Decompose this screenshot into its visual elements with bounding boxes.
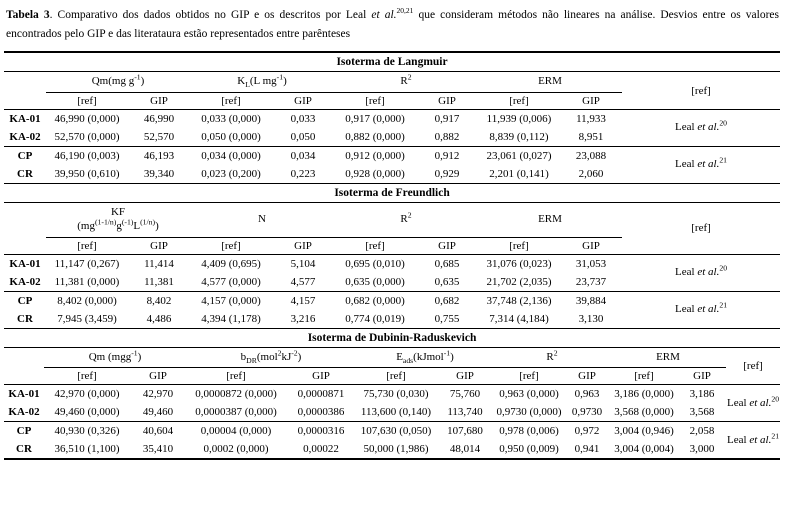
value-cell: 11,381 <box>128 273 190 292</box>
header-spacer <box>4 237 46 254</box>
subheader-ref: [ref] <box>186 368 286 385</box>
value-cell: 0,912 <box>434 150 460 162</box>
value-cell: 3,568 <box>678 403 726 422</box>
value-cell: 0,9730 (0,000) <box>494 403 564 422</box>
subheader-ref: [ref] <box>334 237 416 254</box>
section-table-2 <box>4 329 780 461</box>
subheader-gip: GIP <box>560 237 622 254</box>
value-cell: 0,928 (0,000) <box>334 165 416 184</box>
subheader-ref: [ref] <box>478 93 560 110</box>
group-header: ERM <box>478 72 622 93</box>
row-label: KA-01 <box>9 113 41 125</box>
value-cell: 0,0000316 <box>297 425 345 438</box>
row-label: KA-02 <box>4 128 46 147</box>
subheader-ref: [ref] <box>190 237 272 254</box>
value-cell: 46,190 (0,003) <box>54 150 120 162</box>
subheader-gip: GIP <box>272 93 334 110</box>
value-cell: 0,034 <box>290 150 316 162</box>
value-cell: 23,737 <box>560 273 622 292</box>
value-cell: 0,050 <box>272 128 334 147</box>
group-header: N <box>190 203 334 238</box>
citation-cell: Leal et al.$^{21}$ <box>622 291 780 328</box>
subheader-ref: [ref] <box>46 93 128 110</box>
value-cell: 52,570 (0,000) <box>46 128 128 147</box>
value-cell: 4,486 <box>128 310 190 329</box>
section-table-0 <box>4 51 780 184</box>
subheader-gip: GIP <box>128 93 190 110</box>
value-cell: 0,950 (0,009) <box>494 440 564 459</box>
section-title: Isoterma de Freundlich <box>4 184 780 203</box>
value-cell: 113,740 <box>436 403 494 422</box>
subheader-gip: GIP <box>128 237 190 254</box>
value-cell: 0,695 (0,010) <box>345 257 405 270</box>
subheader-gip: GIP <box>436 368 494 385</box>
value-cell: 0,972 <box>574 425 600 438</box>
value-cell: 7,314 (4,184) <box>478 310 560 329</box>
citation-cell: Leal et al.$^{21}$ <box>726 422 780 460</box>
row-label: CP <box>17 150 33 162</box>
value-cell: 3,216 <box>272 310 334 329</box>
ref-column-header: [ref] <box>622 203 780 255</box>
group-header: Qm (mgg$^{-1}$) <box>44 347 186 368</box>
value-cell: 0,635 (0,000) <box>334 273 416 292</box>
value-cell: 11,147 (0,267) <box>54 257 120 270</box>
value-cell: 11,939 (0,006) <box>486 113 552 125</box>
value-cell: 0,917 <box>434 113 460 125</box>
value-cell: 3,186 (0,000) <box>614 388 674 401</box>
subheader-gip: GIP <box>272 237 334 254</box>
value-cell: 75,760 <box>449 388 481 401</box>
value-cell: 46,990 <box>143 113 175 125</box>
value-cell: 113,600 (0,140) <box>356 403 436 422</box>
value-cell: 37,748 (2,136) <box>486 294 552 307</box>
value-cell: 107,680 <box>447 425 483 438</box>
value-cell: 75,730 (0,030) <box>363 388 429 401</box>
value-cell: 107,630 (0,050) <box>360 425 432 438</box>
caption-label: Tabela 3 <box>6 9 50 21</box>
value-cell: 0,912 (0,000) <box>345 150 405 162</box>
table-caption <box>6 6 779 43</box>
value-cell: 35,410 <box>130 440 186 459</box>
value-cell: 7,945 (3,459) <box>46 310 128 329</box>
caption-text-1: . Comparativo dos dados obtidos no GIP e os descritos por Leal <box>49 9 372 21</box>
value-cell: 0,0000386 <box>286 403 356 422</box>
ref-column-header: [ref] <box>726 347 780 385</box>
subheader-gip: GIP <box>678 368 726 385</box>
row-label: CR <box>4 165 46 184</box>
value-cell: 2,058 <box>689 425 715 438</box>
value-cell: 0,685 <box>434 257 460 270</box>
row-label: KA-02 <box>4 403 44 422</box>
comparison-table <box>4 51 781 460</box>
value-cell: 4,157 <box>290 294 316 307</box>
value-cell: 8,402 (0,000) <box>57 294 117 307</box>
subheader-ref: [ref] <box>356 368 436 385</box>
value-cell: 49,460 <box>130 403 186 422</box>
subheader-ref: [ref] <box>610 368 678 385</box>
citation-cell: Leal et al.$^{21}$ <box>622 147 780 184</box>
section-title: Isoterma de Dubinin-Raduskevich <box>4 329 780 348</box>
group-header: $R^2$ <box>334 72 478 93</box>
header-spacer <box>4 203 46 238</box>
row-label: KA-01 <box>8 388 40 401</box>
value-cell: 2,060 <box>560 165 622 184</box>
value-cell: 40,604 <box>142 425 174 438</box>
subheader-ref: [ref] <box>334 93 416 110</box>
value-cell: 23,061 (0,027) <box>486 150 552 162</box>
value-cell: 42,970 <box>142 388 174 401</box>
value-cell: 0,682 <box>434 294 460 307</box>
value-cell: 0,0000872 (0,000) <box>195 388 277 401</box>
value-cell: 0,00022 <box>286 440 356 459</box>
value-cell: 0,050 (0,000) <box>190 128 272 147</box>
header-spacer <box>4 93 46 110</box>
caption-ref-superscript: 20,21 <box>396 6 414 16</box>
caption-text-2: que consideram métodos não lineares na análise. Desvios entre os valores encontrados pelo GIP e das literataura estão representados entre parênteses <box>6 9 779 40</box>
value-cell: 23,088 <box>575 150 607 162</box>
value-cell: 5,104 <box>290 257 316 270</box>
subheader-ref: [ref] <box>44 368 130 385</box>
value-cell: 0,917 (0,000) <box>345 113 405 125</box>
value-cell: 0,033 <box>290 113 316 125</box>
value-cell: 11,933 <box>576 113 606 125</box>
value-cell: 42,970 (0,000) <box>54 388 120 401</box>
value-cell: 4,409 (0,695) <box>201 257 261 270</box>
value-cell: 4,157 (0,000) <box>201 294 261 307</box>
value-cell: 46,193 <box>143 150 175 162</box>
value-cell: 0,963 <box>574 388 600 401</box>
value-cell: 48,014 <box>436 440 494 459</box>
group-header: Qm(mg $g^{-1}$) <box>46 72 190 93</box>
subheader-gip: GIP <box>564 368 610 385</box>
subheader-gip: GIP <box>286 368 356 385</box>
value-cell: 39,884 <box>575 294 607 307</box>
value-cell: 0,882 (0,000) <box>334 128 416 147</box>
value-cell: 0,882 <box>416 128 478 147</box>
value-cell: 3,004 (0,004) <box>610 440 678 459</box>
ref-column-header: [ref] <box>622 72 780 110</box>
value-cell: 0,023 (0,200) <box>190 165 272 184</box>
citation-cell: Leal et al.$^{20}$ <box>622 110 780 147</box>
value-cell: 0,755 <box>416 310 478 329</box>
value-cell: 0,929 <box>416 165 478 184</box>
value-cell: 3,130 <box>560 310 622 329</box>
value-cell: 0,774 (0,019) <box>334 310 416 329</box>
value-cell: 39,950 (0,610) <box>46 165 128 184</box>
value-cell: 0,223 <box>272 165 334 184</box>
subheader-gip: GIP <box>416 237 478 254</box>
row-label: CP <box>17 294 33 307</box>
value-cell: 52,570 <box>128 128 190 147</box>
value-cell: 0,9730 <box>564 403 610 422</box>
subheader-gip: GIP <box>130 368 186 385</box>
value-cell: 46,990 (0,000) <box>54 113 120 125</box>
subheader-ref: [ref] <box>46 237 128 254</box>
subheader-ref: [ref] <box>190 93 272 110</box>
header-spacer <box>4 347 44 368</box>
group-header: $R^2$ <box>494 347 610 368</box>
group-header: $K_L(L$ $mg^{-1}$) <box>190 72 334 93</box>
value-cell: 2,201 (0,141) <box>478 165 560 184</box>
row-label: KA-02 <box>4 273 46 292</box>
header-spacer <box>4 368 44 385</box>
value-cell: 3,568 (0,000) <box>610 403 678 422</box>
subheader-gip: GIP <box>416 93 478 110</box>
row-label: CP <box>16 425 32 438</box>
value-cell: 8,839 (0,112) <box>478 128 560 147</box>
group-header: $R^2$ <box>334 203 478 238</box>
value-cell: 0,00004 (0,000) <box>200 425 272 438</box>
value-cell: 40,930 (0,326) <box>54 425 120 438</box>
value-cell: 0,635 <box>416 273 478 292</box>
row-label: CR <box>4 310 46 329</box>
value-cell: 4,577 <box>272 273 334 292</box>
value-cell: 31,076 (0,023) <box>486 257 552 270</box>
value-cell: 0,0002 (0,000) <box>186 440 286 459</box>
citation-cell: Leal et al.$^{20}$ <box>622 254 780 291</box>
subheader-ref: [ref] <box>494 368 564 385</box>
value-cell: 4,577 (0,000) <box>190 273 272 292</box>
value-cell: 36,510 (1,100) <box>44 440 130 459</box>
value-cell: 8,951 <box>560 128 622 147</box>
value-cell: 3,004 (0,946) <box>614 425 674 438</box>
section-title: Isoterma de Langmuir <box>4 52 780 72</box>
group-header: ERM <box>610 347 726 368</box>
group-header: ERM <box>478 203 622 238</box>
value-cell: 49,460 (0,000) <box>44 403 130 422</box>
value-cell: 0,0000387 (0,000) <box>186 403 286 422</box>
value-cell: 0,978 (0,006) <box>499 425 559 438</box>
value-cell: 0,941 <box>564 440 610 459</box>
value-cell: 11,414 <box>144 257 174 270</box>
value-cell: 0,034 (0,000) <box>201 150 261 162</box>
subheader-ref: [ref] <box>478 237 560 254</box>
value-cell: 31,053 <box>575 257 607 270</box>
citation-cell: Leal et al.$^{20}$ <box>726 385 780 422</box>
group-header: $E_{ads}(kJmol^{-1})$ <box>356 347 494 368</box>
group-header: $b_{DR}(mol^2kJ^{-2})$ <box>186 347 356 368</box>
value-cell: 0,682 (0,000) <box>345 294 405 307</box>
row-label: CR <box>4 440 44 459</box>
header-spacer <box>4 72 46 93</box>
caption-etal: et al. <box>371 9 397 21</box>
value-cell: 39,340 <box>128 165 190 184</box>
value-cell: 8,402 <box>146 294 172 307</box>
row-label: KA-01 <box>9 257 41 270</box>
subheader-gip: GIP <box>560 93 622 110</box>
value-cell: 50,000 (1,986) <box>356 440 436 459</box>
value-cell: 3,000 <box>678 440 726 459</box>
section-table-1 <box>4 184 780 329</box>
group-header: KF $(mg^{(1-1/n)}g^{(-1)}L^{(1/n)})$ <box>46 203 190 238</box>
value-cell: 11,381 (0,000) <box>46 273 128 292</box>
value-cell: 0,963 (0,000) <box>499 388 559 401</box>
value-cell: 0,0000871 <box>297 388 345 401</box>
value-cell: 4,394 (1,178) <box>190 310 272 329</box>
value-cell: 3,186 <box>689 388 715 401</box>
value-cell: 21,702 (2,035) <box>478 273 560 292</box>
value-cell: 0,033 (0,000) <box>201 113 261 125</box>
